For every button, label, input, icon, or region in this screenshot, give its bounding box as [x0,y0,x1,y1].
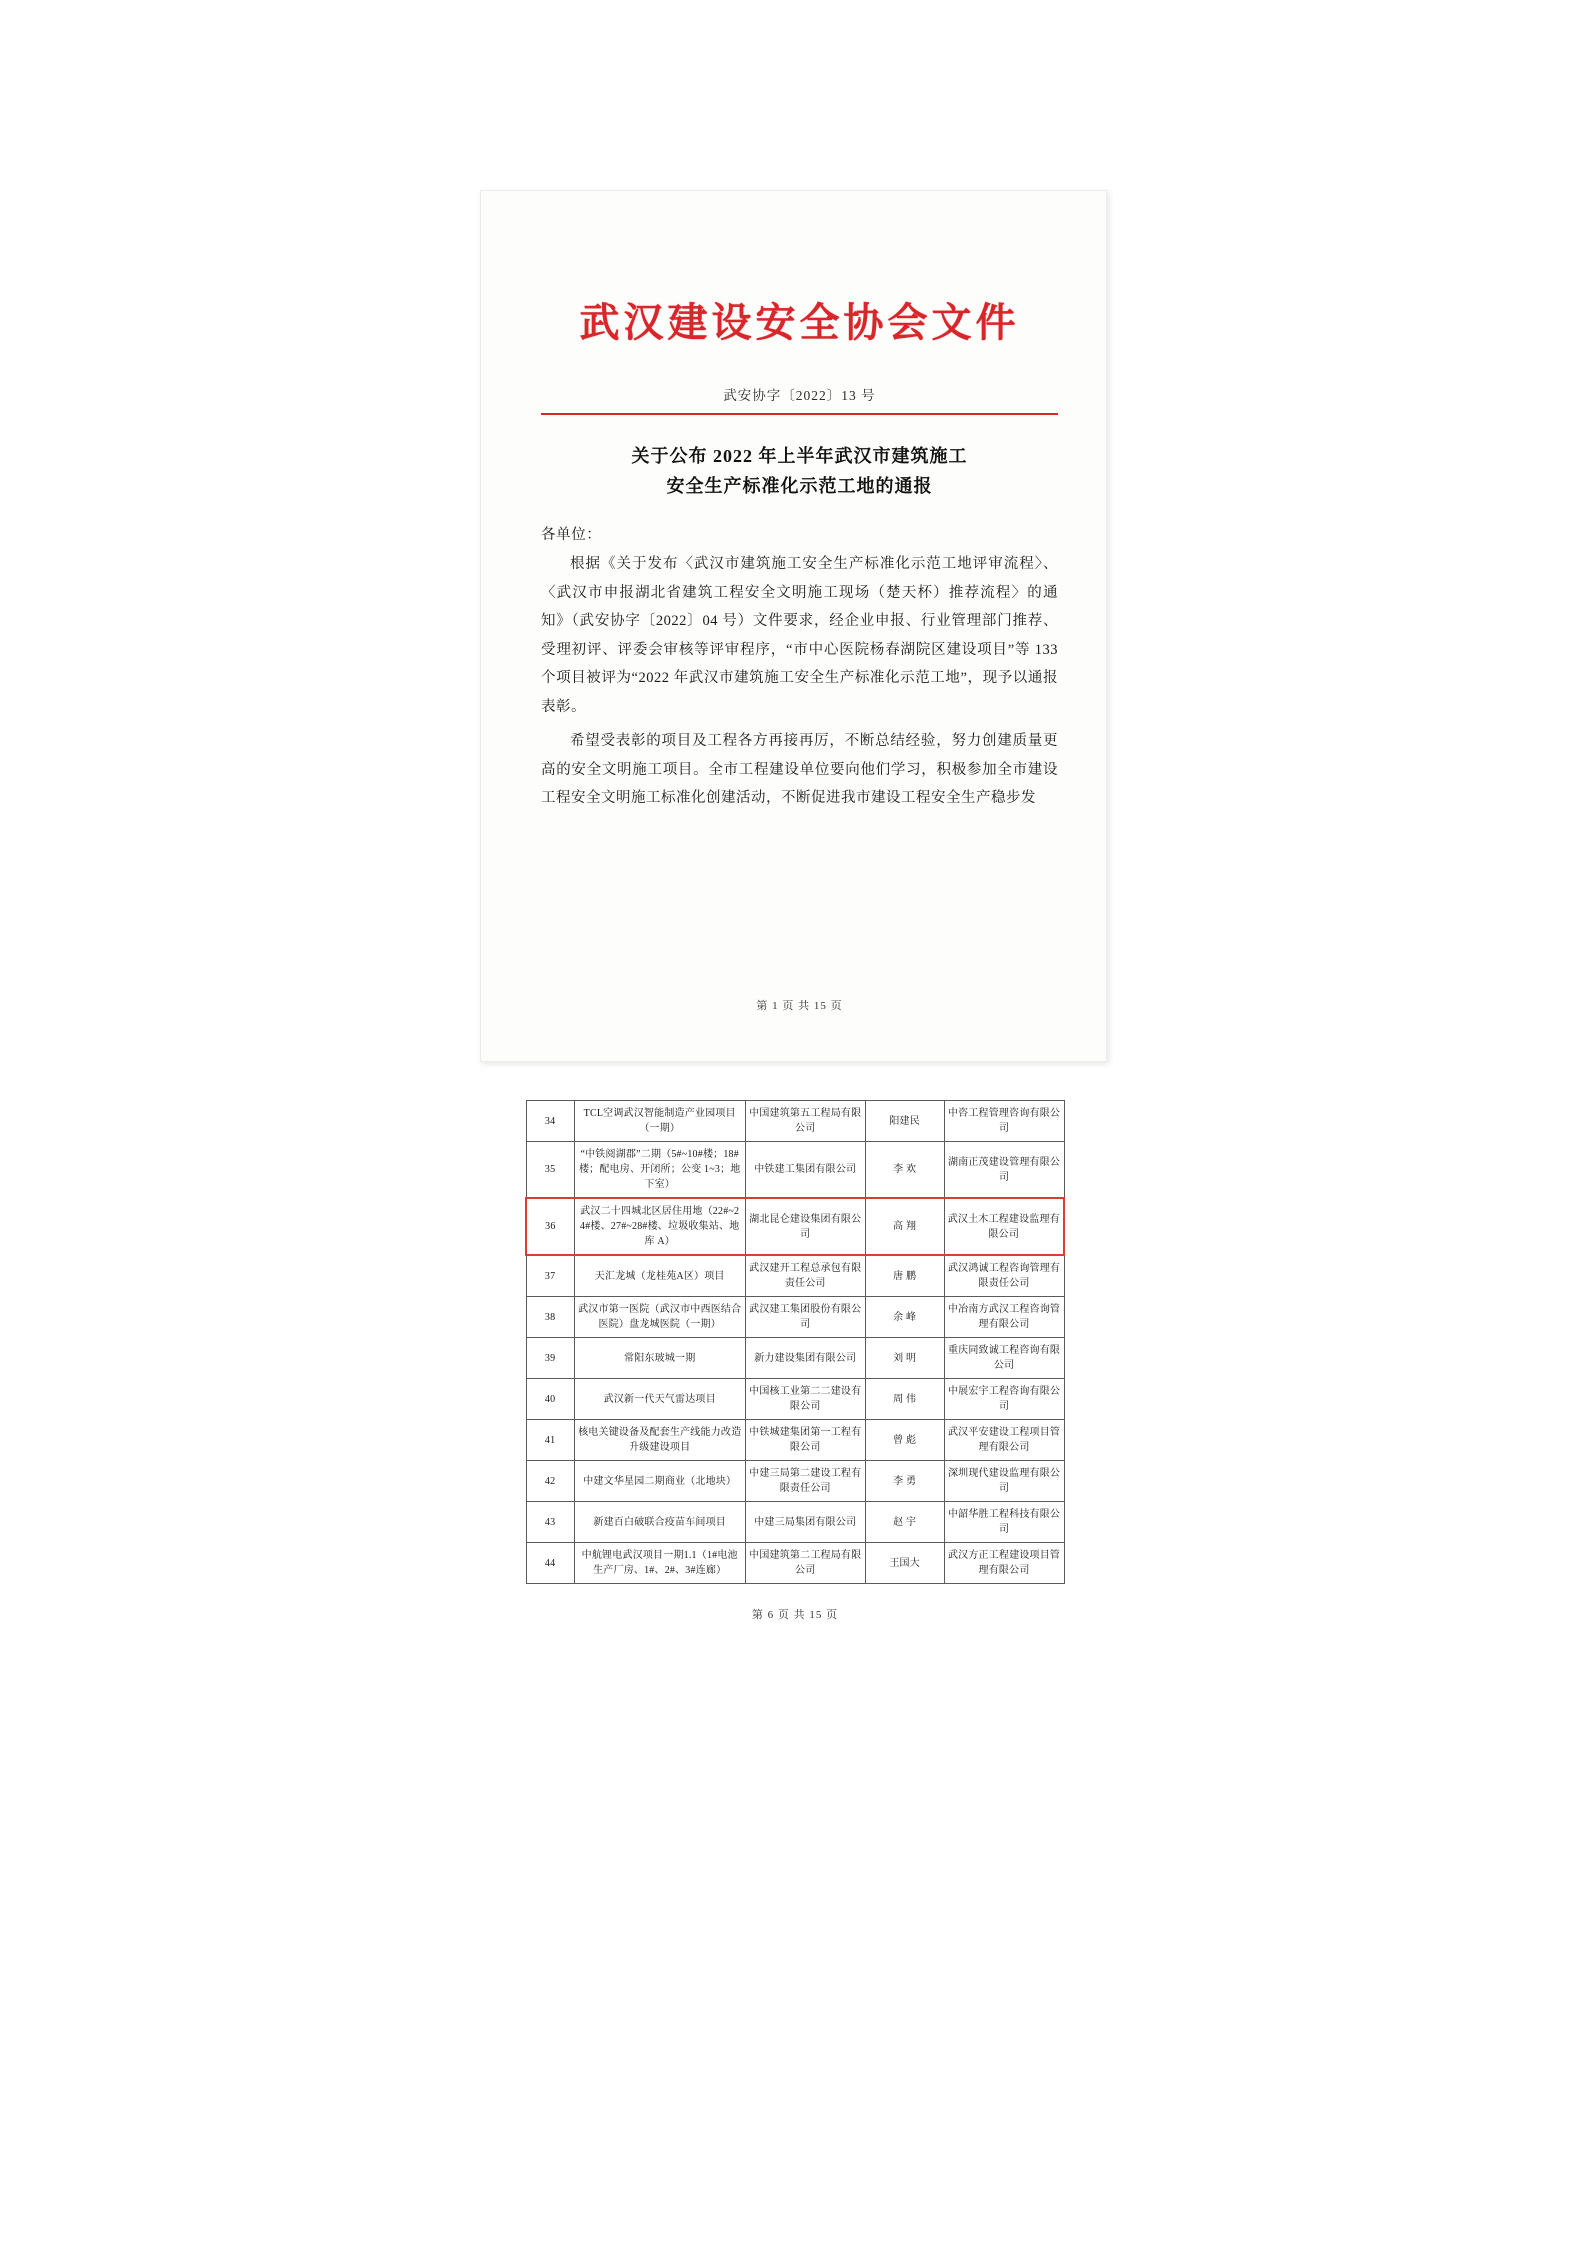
cell-unit: 中铁建工集团有限公司 [745,1142,865,1199]
cell-project: 中航锂电武汉项目一期1.1（1#电池生产厂房、1#、2#、3#连廊） [574,1543,745,1584]
cell-supervisor: 中冶南方武汉工程咨询管理有限公司 [944,1297,1064,1338]
document-page-6 [500,1100,1090,1760]
table-row [526,1461,1064,1502]
cell-supervisor: 重庆同致诚工程咨询有限公司 [944,1338,1064,1379]
cell-name: 王国大 [865,1543,944,1584]
cell-project: 武汉市第一医院（武汉市中西医结合医院）盘龙城医院（一期） [574,1297,745,1338]
cell-unit: 中国建筑第二工程局有限公司 [745,1543,865,1584]
cell-supervisor: 武汉土木工程建设监理有限公司 [944,1198,1064,1255]
cell-no: 44 [526,1543,574,1584]
cell-no: 40 [526,1379,574,1420]
body-paragraph-1: 根据《关于发布〈武汉市建筑施工安全生产标准化示范工地评审流程〉、〈武汉市申报湖北省建筑工程安全文明施工现场（楚天杯）推荐流程〉的通知》（武安协字〔2022〕04 号）文件要求，经企业申报、行业管理部门推荐、受理初评、评委会审核等评审程序，“市中心医院杨春湖院区建设项目”等 133 个项目被评为“2022 年武汉市建筑施工安全生产标准化示范工地”，现予以通报表彰。 [541,556,1058,715]
cell-supervisor: 武汉方正工程建设项目管理有限公司 [944,1543,1064,1584]
cell-project: 中建文华星园二期商业（北地块） [574,1461,745,1502]
award-table-body [526,1101,1064,1584]
notice-title-line-1: 关于公布 2022 年上半年武汉市建筑施工 [631,446,968,466]
table-row [526,1338,1064,1379]
cell-supervisor: 武汉鸿诚工程咨询管理有限责任公司 [944,1255,1064,1297]
cell-project: 天汇龙城（龙桂苑A区）项目 [574,1255,745,1297]
cell-no: 42 [526,1461,574,1502]
table-row [526,1101,1064,1142]
cell-project: 新建百白破联合疫苗车间项目 [574,1502,745,1543]
cell-unit: 中建三局集团有限公司 [745,1502,865,1543]
cell-no: 34 [526,1101,574,1142]
red-divider-rule [541,413,1058,415]
cell-unit: 中铁城建集团第一工程有限公司 [745,1420,865,1461]
cell-project: 常阳东玻城一期 [574,1338,745,1379]
award-projects-table [525,1100,1065,1584]
cell-name: 李 欢 [865,1142,944,1199]
table-row [526,1379,1064,1420]
cell-project: 武汉二十四城北区居住用地（22#~24#楼、27#~28#楼、垃圾收集站、地库 A） [574,1198,745,1255]
cell-no: 37 [526,1255,574,1297]
page-1-content [541,191,1058,1061]
cell-project: 武汉新一代天气雷达项目 [574,1379,745,1420]
organization-header-title: 武汉建设安全协会文件 [579,299,1020,346]
table-row [526,1142,1064,1199]
cell-project: 核电关键设备及配套生产线能力改造升级建设项目 [574,1420,745,1461]
salutation-text: 各单位： [541,527,602,543]
page-1-footer: 第 1 页 共 15 页 [756,1000,843,1012]
document-page-1 [480,190,1107,1062]
cell-name: 阳建民 [865,1101,944,1142]
cell-supervisor: 中咨工程管理咨询有限公司 [944,1101,1064,1142]
cell-unit: 新力建设集团有限公司 [745,1338,865,1379]
cell-no: 41 [526,1420,574,1461]
cell-supervisor: 湖南正茂建设管理有限公司 [944,1142,1064,1199]
cell-name: 唐 鹏 [865,1255,944,1297]
notice-title-line-2: 安全生产标准化示范工地的通报 [666,476,933,496]
cell-name: 周 伟 [865,1379,944,1420]
cell-project: “中铁阅湖郡”二期（5#~10#楼；18#楼；配电房、开闭所；公变 1~3；地下室） [574,1142,745,1199]
table-row [526,1198,1064,1255]
cell-no: 43 [526,1502,574,1543]
cell-name: 曾 彪 [865,1420,944,1461]
cell-unit: 武汉建工集团股份有限公司 [745,1297,865,1338]
cell-name: 李 勇 [865,1461,944,1502]
table-row [526,1543,1064,1584]
cell-supervisor: 深圳现代建设监理有限公司 [944,1461,1064,1502]
table-row [526,1420,1064,1461]
cell-name: 高 翔 [865,1198,944,1255]
cell-supervisor: 中展宏宇工程咨询有限公司 [944,1379,1064,1420]
cell-supervisor: 中韶华胜工程科技有限公司 [944,1502,1064,1543]
cell-no: 38 [526,1297,574,1338]
cell-unit: 中国建筑第五工程局有限公司 [745,1101,865,1142]
page-6-footer: 第 6 页 共 15 页 [751,1609,839,1621]
cell-name: 余 峰 [865,1297,944,1338]
cell-no: 35 [526,1142,574,1199]
table-row [526,1502,1064,1543]
cell-name: 赵 宇 [865,1502,944,1543]
document-number: 武安协字〔2022〕13 号 [723,388,876,403]
cell-unit: 中国核工业第二二建设有限公司 [745,1379,865,1420]
cell-supervisor: 武汉平安建设工程项目管理有限公司 [944,1420,1064,1461]
body-paragraph-2: 希望受表彰的项目及工程各方再接再厉，不断总结经验，努力创建质量更高的安全文明施工项目。全市工程建设单位要向他们学习，积极参加全市建设工程安全文明施工标准化创建活动，不断促进我市建设工程安全生产稳步发 [541,733,1058,806]
cell-no: 36 [526,1198,574,1255]
cell-unit: 武汉建开工程总承包有限责任公司 [745,1255,865,1297]
table-row [526,1255,1064,1297]
cell-no: 39 [526,1338,574,1379]
notice-title [541,441,1058,501]
cell-unit: 中建三局第二建设工程有限责任公司 [745,1461,865,1502]
table-row [526,1297,1064,1338]
cell-name: 刘 明 [865,1338,944,1379]
cell-project: TCL空调武汉智能制造产业园项目（一期） [574,1101,745,1142]
cell-unit: 湖北昆仑建设集团有限公司 [745,1198,865,1255]
